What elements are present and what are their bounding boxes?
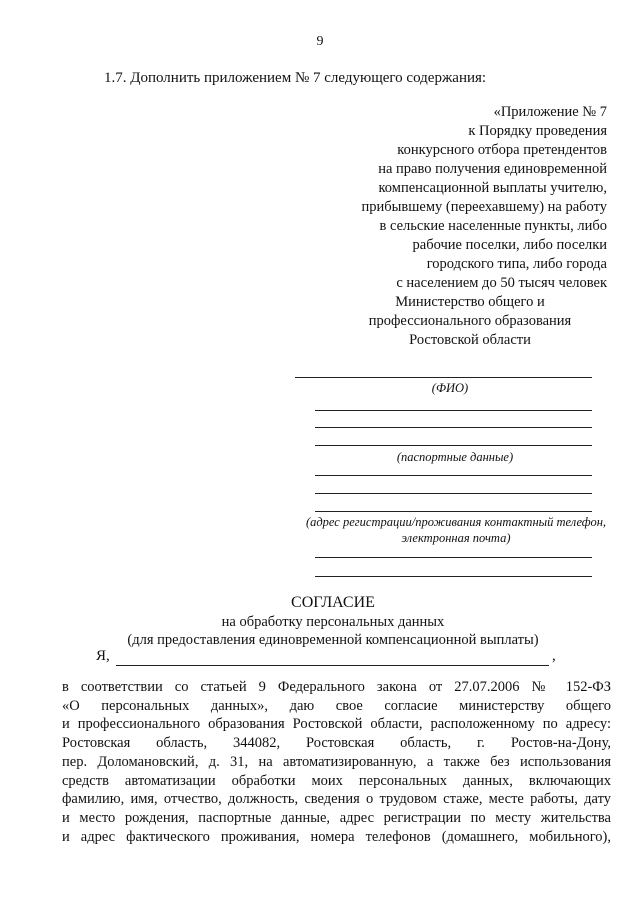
appendix-line: городского типа, либо города [426,256,607,272]
address-caption-line2: электронная почта) [401,531,511,545]
appendix-line: «Приложение № 7 [493,104,607,120]
address-field-line[interactable] [315,511,592,512]
passport-field-line[interactable] [315,410,592,411]
appendix-line: в сельские населенные пункты, либо [379,218,607,234]
consent-subtitle-purpose: (для предоставления единовременной компенсационной выплаты) [127,632,539,648]
body-line: «О персональных данных», даю свое согласие министерству общего [62,697,611,714]
consent-subtitle: на обработку персональных данных [221,614,445,630]
appendix-line: прибывшему (переехавшему) на работу [361,199,607,215]
fio-caption: (ФИО) [431,381,469,395]
passport-caption: (паспортные данные) [396,450,514,464]
page-number: 9 [316,34,324,49]
fio-field-line[interactable] [295,377,592,378]
appendix-line: к Порядку проведения [468,123,607,139]
address-caption-line1: (адрес регистрации/проживания контактный телефон, [305,515,607,529]
contact-field-line[interactable] [315,576,592,577]
ya-label: Я, [96,648,110,664]
body-line: в соответствии со статьей 9 Федерального закона от 27.07.2006 № 152-ФЗ [62,679,611,695]
body-line: и профессионального образования Ростовской области, расположенному по адресу: [62,716,611,733]
appendix-line: на право получения единовременной [378,161,607,177]
addressee-line: Ростовской области [409,332,531,348]
appendix-line: с населением до 50 тысяч человек [396,275,607,291]
addressee-block [320,293,620,350]
body-line: пер. Доломановский, д. 31, на автоматизированную, а также без использования [62,753,611,770]
address-field-line[interactable] [315,475,592,476]
appendix-line: конкурсного отбора претендентов [397,142,607,158]
passport-field-line[interactable] [315,427,592,428]
contact-field-line[interactable] [315,557,592,558]
addressee-line: профессионального образования [368,313,572,329]
addressee-line: Министерство общего и [395,294,545,310]
consent-body [62,678,611,846]
appendix-line: компенсационной выплаты учителю, [378,180,607,196]
appendix-line: рабочие поселки, либо поселки [412,237,607,253]
address-field-line[interactable] [315,493,592,494]
name-field-line[interactable] [116,665,549,666]
body-line: средств автоматизации обработки моих персональных данных, включающих [62,772,611,789]
body-line: и адрес фактического проживания, номера телефонов (домашнего, мобильного), [62,828,611,845]
name-field-comma: , [552,648,556,664]
body-line: фамилию, имя, отчество, должность, сведения о трудовом стаже, месте работы, дату [62,791,611,808]
body-line: и место рождения, паспортные данные, адрес регистрации по месту жительства [62,809,611,826]
body-line: Ростовская область, 344082, Ростовская область, г. Ростов-на-Дону, [62,735,611,752]
intro-paragraph: 1.7. Дополнить приложением № 7 следующего содержания: [104,70,487,86]
appendix-header [361,103,607,293]
consent-title: СОГЛАСИЕ [291,594,375,611]
passport-field-line[interactable] [315,445,592,446]
